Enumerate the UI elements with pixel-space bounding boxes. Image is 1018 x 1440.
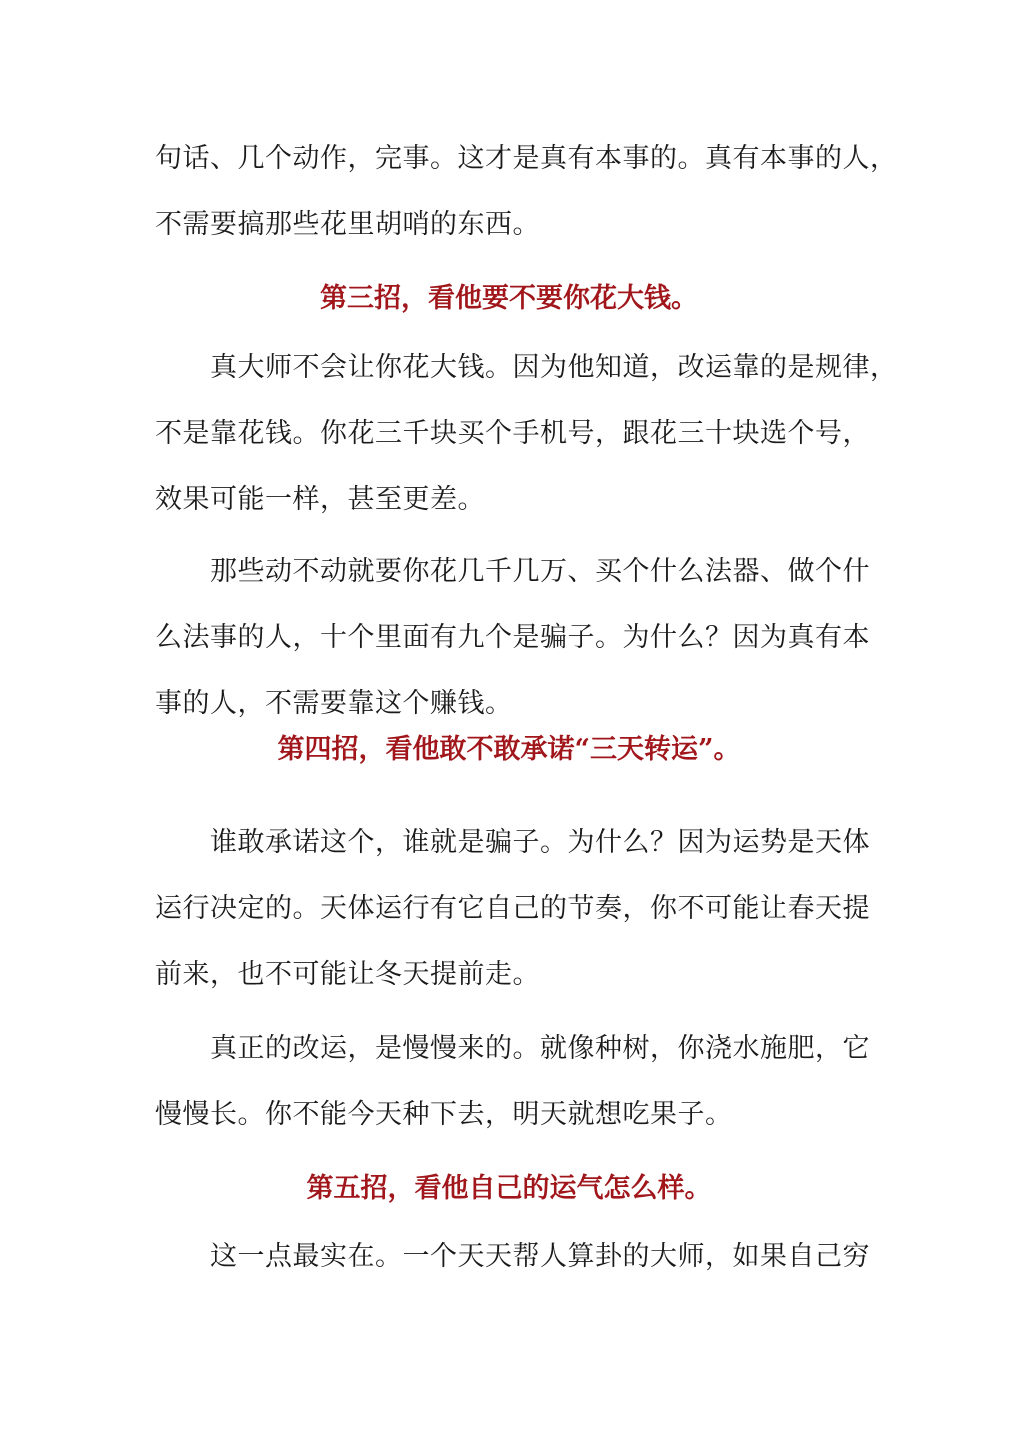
text-line: 慢慢长。你不能今天种下去，明天就想吃果子。 xyxy=(155,1099,733,1130)
text-line: 谁敢承诺这个，谁就是骗子。为什么？因为运势是天体 xyxy=(155,827,870,858)
paragraph-fifth-tip xyxy=(155,1224,870,1290)
paragraph-fourth-tip-1 xyxy=(155,810,870,1008)
paragraph-third-tip-2 xyxy=(155,539,870,737)
text-line: 事的人，不需要靠这个赚钱。 xyxy=(155,688,513,719)
text-line: 运行决定的。天体运行有它自己的节奏，你不可能让春天提 xyxy=(155,893,870,924)
text-line: 那些动不动就要你花几千几万、买个什么法器、做个什 xyxy=(155,556,870,587)
heading-third-tip: 第三招，看他要不要你花大钱。 xyxy=(320,283,698,314)
text-line: 么法事的人，十个里面有九个是骗子。为什么？因为真有本 xyxy=(155,622,870,653)
paragraph-fourth-tip-2 xyxy=(155,1016,870,1148)
heading-fourth-tip: 第四招，看他敢不敢承诺“三天转运”。 xyxy=(277,734,741,765)
text-line: 句话、几个动作，完事。这才是真有本事的。真有本事的人， xyxy=(155,143,898,174)
text-line: 不需要搞那些花里胡哨的东西。 xyxy=(155,209,540,240)
text-line: 真大师不会让你花大钱。因为他知道，改运靠的是规律， xyxy=(155,352,898,383)
text-line: 前来，也不可能让冬天提前走。 xyxy=(155,959,540,990)
text-line: 这一点最实在。一个天天帮人算卦的大师，如果自己穷 xyxy=(155,1241,870,1272)
paragraph-third-tip-1 xyxy=(155,335,898,533)
text-line: 真正的改运，是慢慢来的。就像种树，你浇水施肥，它 xyxy=(155,1033,870,1064)
paragraph-intro-end xyxy=(155,126,898,258)
text-line: 不是靠花钱。你花三千块买个手机号，跟花三十块选个号， xyxy=(155,418,870,449)
text-line: 效果可能一样，甚至更差。 xyxy=(155,484,485,515)
heading-fifth-tip: 第五招，看他自己的运气怎么样。 xyxy=(306,1173,712,1204)
